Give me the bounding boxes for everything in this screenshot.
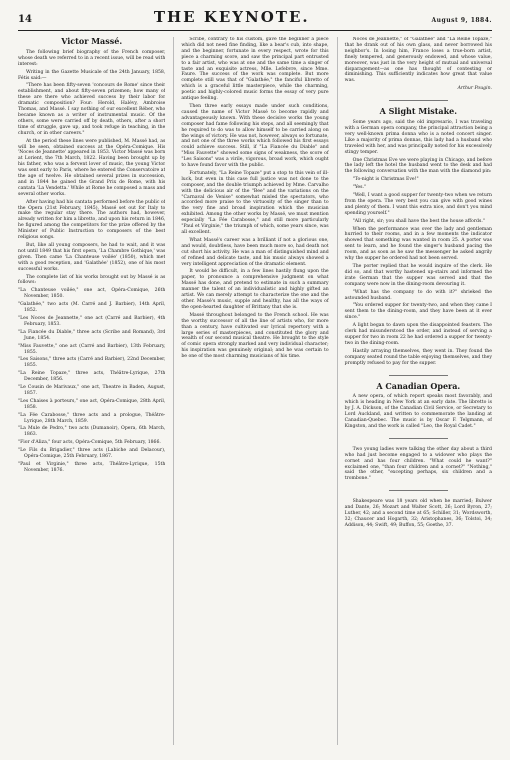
dialogue-line: "Yes." bbox=[352, 185, 367, 191]
list-item: "Les Noces de Jeannette," one act (Carré and Barbier), 4th February, 1853. bbox=[18, 315, 166, 327]
dialogue-line: "All right, sir; you shall have the best the house affords." bbox=[352, 218, 485, 224]
list-item: "Galathée," two acts (M. Carré and J. Barbier), 14th April, 1852. bbox=[18, 302, 166, 314]
paragraph: Then three early essays made under such conditions, caused the name of Victor Massé to become rapidly and advantageously known. With these decisive works the young composer had fame following his steps, and all seemingly that he required to do was to allow himself to be carried along on the wings of victory. He was not, however, always so fortunate, and not one of the three works which followed his first essays could achieve success. Still, if "La Fiancée du Diable" and "Miss Fauvette" showed some signs of weakness, the score of "Les Saisons" was a virile, vigorous, broad work, which ought to have found favor with the public. bbox=[181, 103, 329, 169]
dialogue-line: "To-night is Christmas Eve!" bbox=[352, 177, 419, 183]
list-item: "La Chanteuse voilée," one act, Opéra-Comique, 26th November, 1850. bbox=[18, 288, 166, 300]
article-heading-slight-mistake: A Slight Mistake. bbox=[379, 106, 458, 117]
page-number: 14 bbox=[18, 14, 32, 25]
paragraph: Some years ago, said the old impresario, I was traveling with a German opera company, the principal attraction being a very well-known prima donna who is a noted concert singer. Like a majority of prima donnas, this lady had a husband who traveled with her, and was principally noted for his excessively stingy temper. bbox=[344, 120, 492, 155]
list-item: "Paul et Virginie," three acts, Théâtre-Lyrique, 15th November, 1876. bbox=[18, 462, 166, 473]
list-item: "La Fée Carabosse," three acts and a prologue, Théâtre-Lyrique, 28th March, 1859. bbox=[18, 412, 166, 424]
list-item: "Les Chaises à porteurs," one act, Opéra-Comique, 28th April, 1858. bbox=[18, 398, 166, 410]
article-columns bbox=[18, 37, 492, 745]
list-item: "Fior d'Aliza," four acts, Opéra-Comique, 5th February, 1866. bbox=[18, 440, 161, 446]
page-header bbox=[18, 8, 492, 31]
masthead-title: THE KEYNOTE. bbox=[153, 8, 310, 26]
list-item: "Le Cousin de Marivaux," one act, Theatre in Baden, August, 1857. bbox=[18, 385, 166, 396]
paragraph: A new opera, of which report speaks most favorably, and which is heading in New York at an early date. The libretto is by J. A. Dickson, of the Canadian Civil Service, or Secretary to Lord Auckland, and written to commemorate the landing at Canadian-Quebec. The music is by Oscar F. Telgmann, of Kingston, and the work is called "Leo, the Royal Cadet." bbox=[344, 394, 492, 429]
list-item: "Miss Fauvette," one act (Carré and Barbier), 13th February, 1855. bbox=[18, 343, 166, 355]
paragraph: It would be difficult, in a few lines hastily flung upon the paper, to pronounce a comprehensive judgment on what Massé has done, and pretend to estimate in such a summary manner the talent of an individualistic and highly gifted an artist. We can merely attempt to characterize the one and the other. Massé's music, supple and healthy, has all the ways of the open-hearted daughter of Brittany that she is. bbox=[181, 269, 329, 310]
paragraph: But, like all young composers, he had to wait, and it was not until 1849 that his first opera, 'La Chambre Gothique,' was given. Then came 'La Chanteuse voilée' (1850), which met with a good reception, and 'Galathée' (1852), one of his most successful works. bbox=[18, 243, 166, 272]
author-signature: Arthur Pougin. bbox=[457, 86, 492, 92]
list-item: "La Fiancée du Diable," three acts (Scribe and Romand), 3rd June, 1854. bbox=[18, 329, 166, 341]
paragraph: The following brief biography of the French composer, whose death we referred to in a recent issue, will be read with interest: bbox=[18, 49, 166, 67]
section-divider bbox=[389, 375, 448, 376]
column-2 bbox=[173, 37, 328, 745]
paragraph: When the performance was over the lady and gentleman hurried to their rooms, and in a few moments the indicator showed that something was wanted in room 25. A porter was sent to learn, and he found the singer's husband pacing the room, and as soon as he saw the messenger he asked angrily why the supper he ordered had not been served. bbox=[344, 226, 492, 262]
article-heading-canadian-opera: A Canadian Opera. bbox=[376, 380, 461, 391]
paragraph: Noces de Jeannette," of "Galathée" and "La Reine Topaze," that he drank out of his own glass, and never borrowed his neighbor's. In losing him, France loses a true-born artist, finely tempered, and generously endowed, and whose value, moreover, was just in the very height of mutual and universal disparagement—as one has thought of contesting or diminishing. This sufficiently indicates how great that value was. bbox=[344, 37, 492, 84]
paragraph: "What has the company to do with it?" shrieked the astounded husband. bbox=[344, 289, 492, 301]
paragraph: After having had his cantata performed before the public of the Opera (21st February, 1845), Massé set out for Italy to make the regular stay there. The authors had, however, already written for him a libretto, and upon his return in 1846, he figured among the competitors for the prize offered by the Minister of Public Instruction to composers of the best religious songs. bbox=[18, 199, 166, 241]
section-divider bbox=[389, 490, 448, 491]
works-list bbox=[18, 288, 165, 473]
issue-date: August 9, 1884. bbox=[431, 17, 492, 24]
section-divider bbox=[389, 100, 448, 101]
list-item: "La Mule de Pedro," two acts (Dumanoir), Opera, 6th March, 1863. bbox=[18, 426, 166, 438]
paragraph: The porter replied that he would inquire of the clerk. He did so, and that worthy hastened up-stairs and informed the irate German that the supper was served and that the company were now in the dining-room devouring it. bbox=[344, 264, 492, 287]
paragraph: At the period these lines were published, M. Massé had, as will be seen, obtained success at the Opéra-Comique. His 'Noces de Jeannette' appeared in 1853. Victor Massé was born at Lorient, the 7th March, 1822. Having been brought up by his father, who was a fervent lover of music, the young Victor was sent early to Paris, where he entered the Conservatoire at the age of twelve. He obtained several prizes in succession, and in 1844 he gained the Grand Prix de Rome, with his cantata 'La Vendetta.' While at Rome he composed a mass and several other works. bbox=[18, 138, 166, 197]
paragraph: Two young ladies were talking the other day about a third who had just become engaged to a widower who plays the cornet and has four children. "What could he want?" exclaimed one, "than four children and a cornet?" "Nothing," said the other, "excepting perhaps, six children and a trombone." bbox=[344, 446, 492, 482]
dialogue-line: "Well, I want a good supper for twenty-two when we return from the opera. The very best you can give with good wines and plenty of them. I want this extra nice, and don't you mind spending yourself." bbox=[344, 193, 492, 216]
paragraph: Writing in the Gazette Musicale of the 24th January, 1858, Fétis said:— bbox=[18, 69, 166, 81]
paragraph: Fortunately, "La Reine Topaze" put a stop to this vein of ill-luck, but even in this case full justice was not done to the composer, and the double triumph achieved by Mme. Carvalho with the delicious air of the "Bee" and the variations on the "Carnaval de Venise" somewhat misled the spectators, who accorded more praise to the virtuosity of the singer than to the very fine and broad inspiration which the musician exhibited. Among the other works by Massé, we must mention especially "La Fée Carabosse," and still more particularly "Paul et Virginie," the triumph of which, some years since, was all excellent. bbox=[181, 170, 329, 235]
paragraph: Shakespeare was 18 years old when he married; Bulwer and Dante, 26; Mozart and Walter Scott, 26; Lord Byron, 27; Luther, 42; and a second time at 65; Schiller, 31; Wordsworth, 32; Chaucer and Hogarth, 32; Aristophanes, 36; Tolstoi, 34; Addison, 44; Swift, 49; Buffon, 55; Goethe, 37. bbox=[344, 499, 492, 528]
article-heading-victor-masse: Victor Massé. bbox=[61, 37, 123, 46]
works-list-title: The complete list of his works brought out by Massé is as follows: bbox=[18, 274, 166, 286]
paragraph: One Christmas Eve we were playing in Chicago, and before the lady left the hotel the husband went to the desk and had the following conversation with the man with the diamond pin: bbox=[344, 157, 492, 175]
paragraph: A light began to dawn upon the disappointed feasters. The clerk had misunderstood the order, and instead of serving a supper for two in room 22 he had ordered a supper for twenty-two in the dining-room. bbox=[344, 323, 492, 346]
paragraph: Scribe, contrary to his custom, gave the beginner a piece which did not need fine finding, like a bear's cub, into shape, and the beginner, fortunate in every respect, wrote for this piece a charming score, and saw the principal part entrusted to a fair artist, who was at one and the same time a singer of taste and an exquisite actress, Mlle. Lefebvre, since Mme. Faure. The success of the work was complete. But more complete still was that of "Galathée," the fanciful libretto of which is a graceful little masterpiece, while the charming, poetic and highly-colored music forms the essay of very pure antique feeling. bbox=[181, 37, 329, 102]
paragraph: Massé throughout belonged to the French school. He was the worthy successor of all the line of artists who, for more than a century, have cultivated our lyrical repertory with a large series of masterpieces, and constituted the glory and wealth of our second musical theatre. He brought to the style of comic opera strongly marked and very individual character; his inspiration was genuinely original; and he was certain to be one of the most charming musicians of his time. bbox=[181, 312, 329, 360]
paragraph: "You ordered supper for twenty-two, and when they came I sent them to the dining-room, and they have been at it ever since." bbox=[344, 303, 492, 321]
list-item: "Les Saisons," three acts (Carré and Barbier), 22nd December, 1855. bbox=[18, 357, 166, 369]
paragraph: What Massé's career was a brilliant if not a glorious one, and would, doubtless, have been much more so, had death not cut short his activity. He was a man of distinguished mind and of refined and delicate taste, and his music always showed a very intelligent appreciation of the dramatic element. bbox=[181, 237, 329, 267]
column-1 bbox=[18, 37, 165, 745]
column-3 bbox=[337, 37, 492, 745]
paragraph: "There has been fifty-seven 'concours de Rome' since their establishment, and about fifty-seven prizemen; how many of these are there who achieved success by their labor for dramatic composition? Four: Herold, Halévy, Ambroise Thomas, and Massé. I say nothing of our excellent Réber, who became known as a writer of instrumental music. Of the others, some were carried off by death, others, after a short time of struggle, gave up, and took refuge in teaching, in the church, or in other careers." bbox=[18, 83, 166, 136]
list-item: "Le Fils du Brigadier," three acts (Labiche and Delacour), Opéra-Comique, 25th February, 1867. bbox=[18, 448, 166, 460]
section-divider bbox=[389, 438, 448, 439]
list-item: "La Reine Topaze," three acts, Théâtre-Lyrique, 27th December, 1856. bbox=[18, 371, 166, 383]
paragraph: Hastily arraying themselves, they went in. They found the company seated round the table enjoying themselves, and they promptly refused to pay for the supper. bbox=[344, 348, 492, 366]
